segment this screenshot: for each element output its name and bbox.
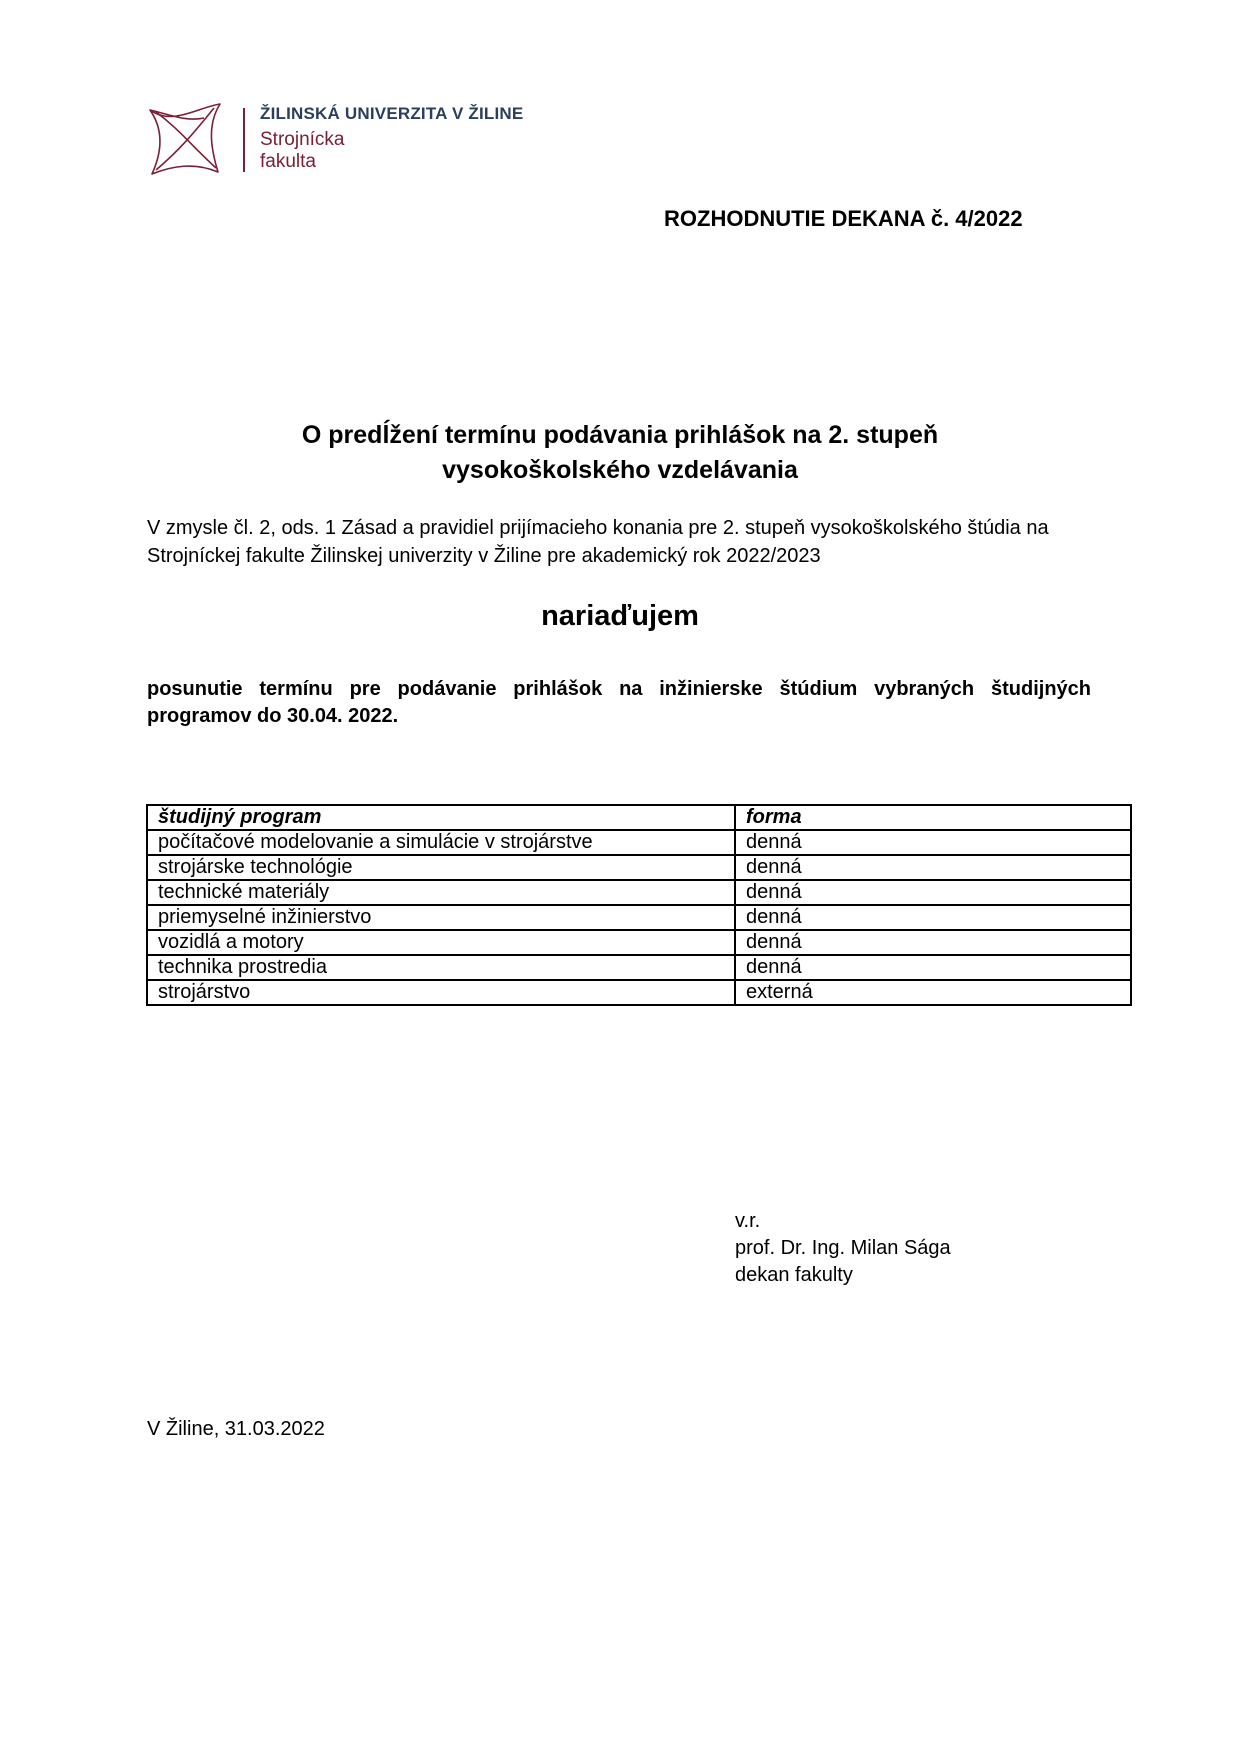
program-cell: strojárske technológie [147, 855, 735, 880]
document-title-line2: vysokoškolského vzdelávania [442, 456, 798, 484]
table-row [147, 905, 1131, 930]
signature-block [735, 1208, 951, 1289]
document-title [146, 418, 1094, 488]
table-row [147, 855, 1131, 880]
form-cell: denná [735, 930, 1131, 955]
signature-vr: v.r. [735, 1210, 761, 1232]
table-row [147, 930, 1131, 955]
program-cell: počítačové modelovanie a simulácie v strojárstve [147, 830, 735, 855]
table-header-row [147, 805, 1131, 830]
form-cell: denná [735, 955, 1131, 980]
form-cell: denná [735, 855, 1131, 880]
program-cell: technické materiály [147, 880, 735, 905]
program-cell: vozidlá a motory [147, 930, 735, 955]
place-and-date: V Žiline, 31.03.2022 [147, 1418, 325, 1440]
table-row [147, 980, 1131, 1005]
program-cell: technika prostredia [147, 955, 735, 980]
signatory-name: prof. Dr. Ing. Milan Sága [735, 1237, 951, 1259]
university-name: ŽILINSKÁ UNIVERZITA V ŽILINE [260, 104, 524, 123]
university-logo-mark-icon [146, 100, 224, 178]
order-heading: nariaďujem [541, 600, 699, 632]
signatory-role: dekan fakulty [735, 1264, 853, 1286]
study-programs-table [146, 804, 1132, 1006]
decision-number: ROZHODNUTIE DEKANA č. 4/2022 [664, 206, 1023, 231]
intro-paragraph: V zmysle čl. 2, ods. 1 Zásad a pravidiel prijímacieho konania pre 2. stupeň vysokoškolského štúdia na Strojníckej fakulte Žilinskej univerzity v Žiline pre akademický rok 2022/2023 [147, 517, 1049, 567]
table-row [147, 830, 1131, 855]
faculty-name-line2: fakulta [260, 151, 316, 172]
decision-body: posunutie termínu pre podávanie prihlášok na inžinierske štúdium vybraných študijných programov do 30.04. 2022. [147, 678, 1091, 727]
university-logo [146, 100, 546, 180]
column-header-program: študijný program [147, 805, 735, 830]
program-cell: priemyselné inžinierstvo [147, 905, 735, 930]
form-cell: externá [735, 980, 1131, 1005]
form-cell: denná [735, 880, 1131, 905]
table-row [147, 880, 1131, 905]
form-cell: denná [735, 830, 1131, 855]
program-cell: strojárstvo [147, 980, 735, 1005]
form-cell: denná [735, 905, 1131, 930]
table-row [147, 955, 1131, 980]
document-title-line1: O predĺžení termínu podávania prihlášok na 2. stupeň [301, 421, 939, 449]
logo-divider [243, 108, 245, 172]
faculty-name-line1: Strojnícka [260, 129, 345, 150]
column-header-form: forma [735, 805, 1131, 830]
